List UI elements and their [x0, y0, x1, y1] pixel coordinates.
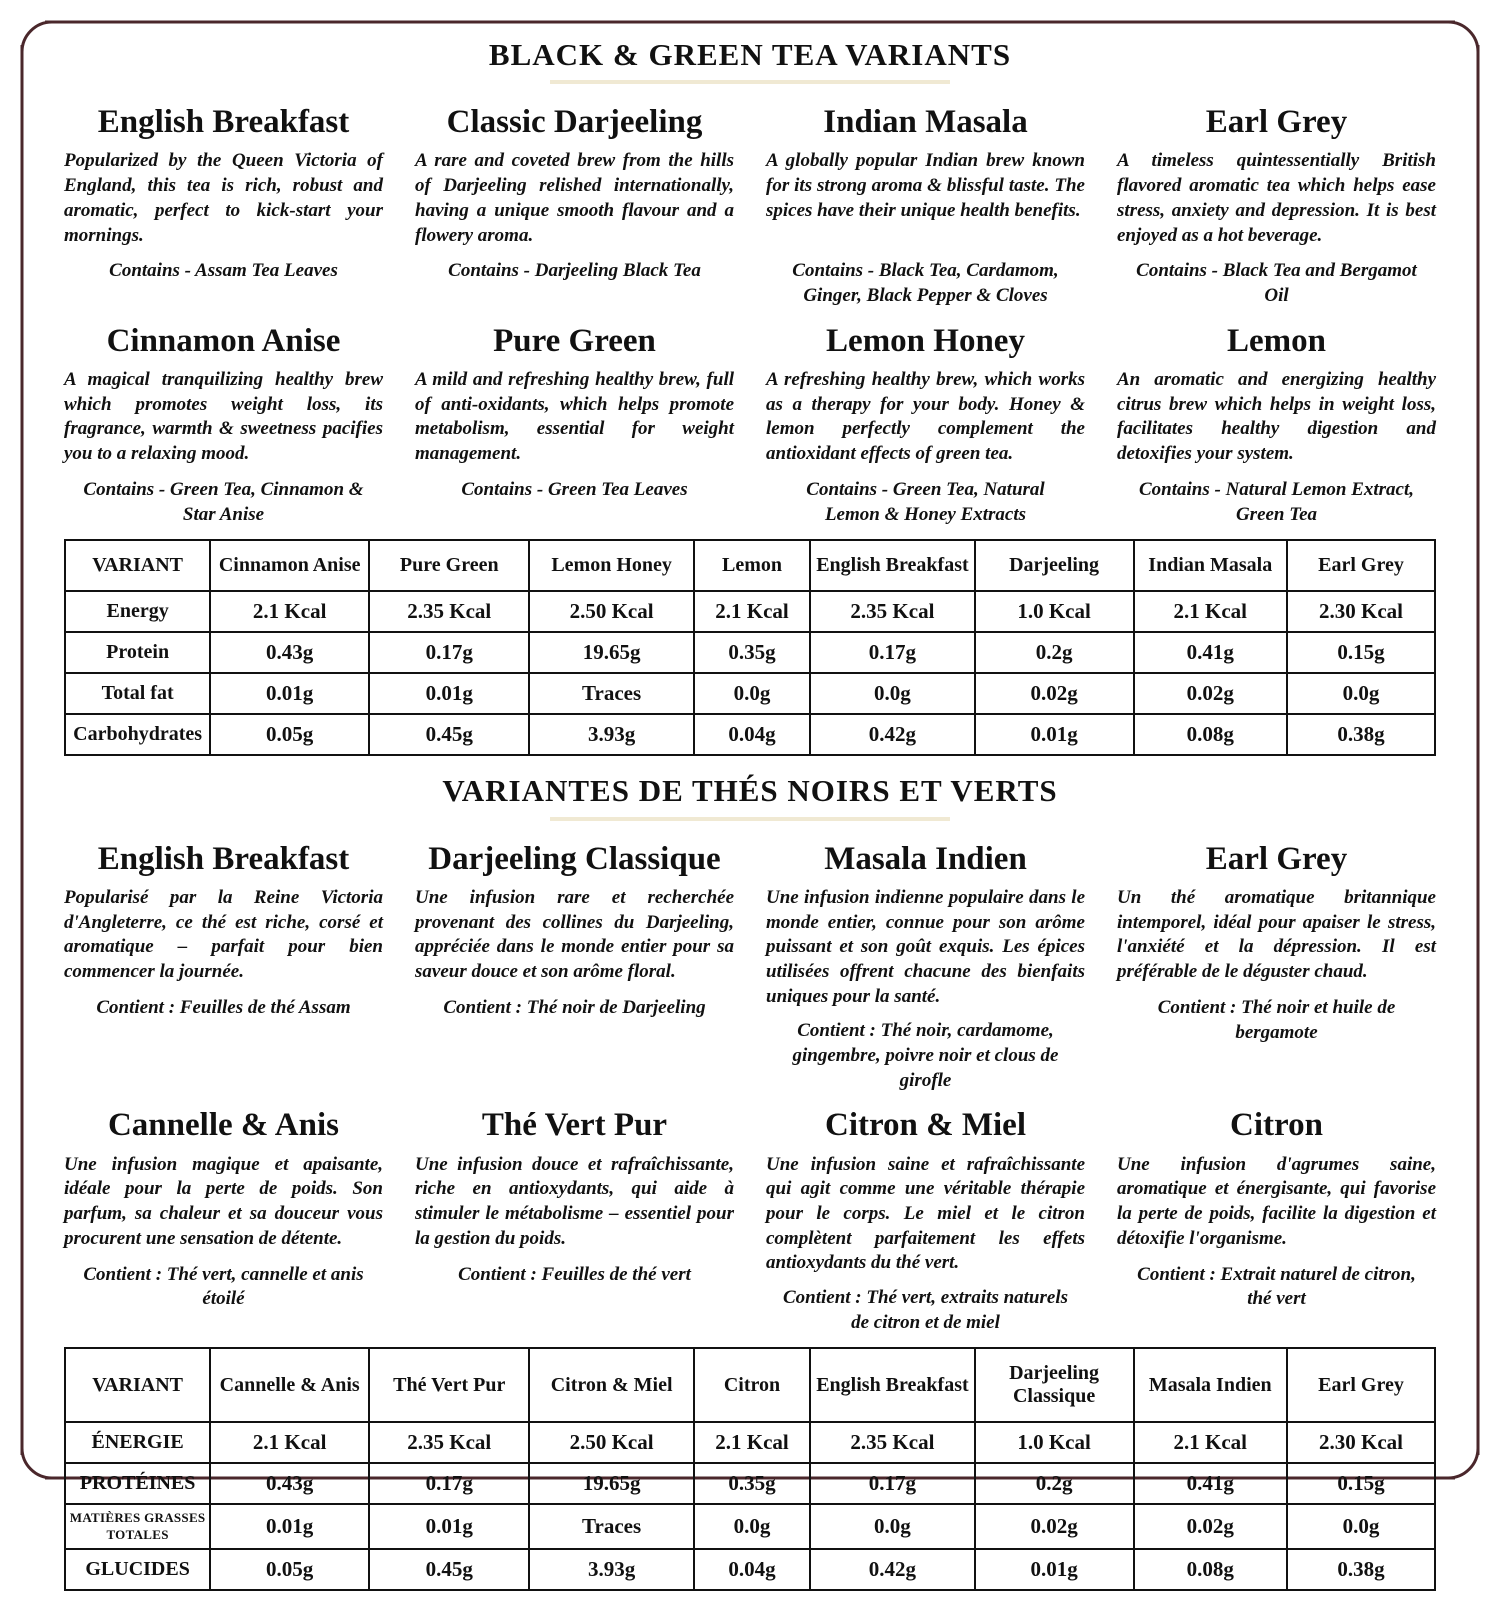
table-header-row: [65, 1348, 1435, 1422]
table-header-cell: Cinnamon Anise: [210, 540, 369, 591]
table-cell: 0.01g: [975, 714, 1134, 755]
tea-row-french-1: [64, 839, 1436, 1094]
table-header-cell: Lemon: [694, 540, 810, 591]
tea-contains: Contains - Black Tea and Bergamot Oil: [1136, 260, 1417, 307]
table-cell: 2.30 Kcal: [1287, 1422, 1435, 1463]
table-cell: 2.30 Kcal: [1287, 591, 1435, 632]
tea-description: A refreshing healthy brew, which works as a therapy for your body. Honey & lemon perfectly complement the antioxidant effects of green tea.: [766, 369, 1085, 465]
tea-description: Une infusion douce et rafraîchissante, riche en antioxydants, qui aide à stimuler le métabolisme – essentiel pour la gestion du poids.: [415, 1153, 734, 1249]
table-cell: 0.01g: [210, 1504, 369, 1549]
table-cell: 0.45g: [369, 1549, 529, 1590]
section-english: [64, 36, 1436, 756]
row-label: Carbohydrates: [65, 714, 210, 755]
table-cell: 0.08g: [1134, 714, 1287, 755]
tea-name: Earl Grey: [1205, 104, 1348, 141]
table-cell: 0.01g: [975, 1549, 1134, 1590]
table-cell: 2.1 Kcal: [694, 1422, 810, 1463]
label-content: [64, 28, 1436, 1603]
table-cell: 0.17g: [369, 632, 529, 673]
tea-contains: Contains - Natural Lemon Extract, Green Tea: [1138, 479, 1415, 525]
table-cell: 0.05g: [210, 1549, 369, 1590]
table-row-energy: [65, 591, 1435, 632]
table-cell: 2.35 Kcal: [369, 1422, 529, 1463]
table-cell: 0.01g: [369, 673, 529, 714]
tea-contains: Contient : Thé noir et huile de bergamote: [1157, 996, 1396, 1043]
table-cell: 1.0 Kcal: [975, 1422, 1134, 1463]
tea-block-indian-masala: [766, 102, 1085, 309]
tea-block-citron: [1117, 1105, 1436, 1335]
title-underline: [550, 817, 950, 821]
section-french: [64, 772, 1436, 1591]
table-cell: Traces: [529, 673, 693, 714]
table-cell: 0.41g: [1134, 1463, 1287, 1504]
row-label: PROTÉINES: [65, 1463, 210, 1504]
table-cell: 0.2g: [975, 1463, 1134, 1504]
table-cell: 0.38g: [1287, 714, 1435, 755]
tea-name: Pure Green: [493, 322, 656, 359]
table-cell: 1.0 Kcal: [975, 591, 1134, 632]
tea-block-english-breakfast-fr: [64, 839, 383, 1094]
tea-contains: Contient : Thé vert, extraits naturels de citron et de miel: [782, 1287, 1069, 1333]
table-cell: 0.15g: [1287, 632, 1435, 673]
table-header-cell: Citron & Miel: [529, 1348, 693, 1422]
table-header-cell: Masala Indien: [1134, 1348, 1287, 1422]
table-cell: 3.93g: [529, 714, 693, 755]
tea-description: A globally popular Indian brew known for its strong aroma & blissful taste. The spices have their unique health benefits.: [766, 150, 1085, 221]
tea-name: English Breakfast: [97, 840, 350, 877]
tea-description: A mild and refreshing healthy brew, full of anti-oxidants, which helps promote metabolism, essential for weight management.: [415, 369, 734, 465]
tea-name: Cannelle & Anis: [107, 1107, 340, 1144]
tea-contains: Contains - Assam Tea Leaves: [109, 260, 338, 282]
table-header-cell: Earl Grey: [1287, 1348, 1435, 1422]
tea-block-lemon-honey: [766, 321, 1085, 528]
table-cell: 2.1 Kcal: [1134, 591, 1287, 632]
row-label: Energy: [65, 591, 210, 632]
tea-name: Lemon Honey: [826, 322, 1025, 359]
title-underline: [550, 80, 950, 84]
tea-block-classic-darjeeling: [415, 102, 734, 309]
tea-name: Darjeeling Classique: [428, 840, 721, 877]
table-cell: 2.35 Kcal: [810, 591, 974, 632]
tea-contains: Contains - Darjeeling Black Tea: [448, 260, 701, 282]
tea-contains: Contient : Feuilles de thé vert: [458, 1263, 691, 1285]
table-header-row: [65, 540, 1435, 591]
table-cell: 0.43g: [210, 1463, 369, 1504]
table-row-energie: [65, 1422, 1435, 1463]
table-cell: 0.2g: [975, 632, 1134, 673]
table-cell: 0.15g: [1287, 1463, 1435, 1504]
table-row-carbohydrates: [65, 714, 1435, 755]
tea-block-earl-grey-fr: [1117, 839, 1436, 1094]
tea-description: Popularisé par la Reine Victoria d'Angleterre, ce thé est riche, corsé et aromatique – parfait pour bien commencer la journée.: [64, 886, 383, 982]
table-header-cell: Indian Masala: [1134, 540, 1287, 591]
table-header-cell: Thé Vert Pur: [369, 1348, 529, 1422]
tea-description: Une infusion saine et rafraîchissante qui agit comme une véritable thérapie pour le corps. Le miel et le citron complètent parfaitement les effets antioxydants du thé vert.: [766, 1153, 1085, 1274]
row-label: Protein: [65, 632, 210, 673]
table-cell: 0.02g: [975, 1504, 1134, 1549]
tea-description: Une infusion magique et apaisante, idéale pour la perte de poids. Son parfum, sa chaleur et sa douceur vous procurent une sensation de détente.: [64, 1153, 383, 1249]
nutrition-table-english: [64, 539, 1436, 756]
nutrition-table-french: [64, 1347, 1436, 1591]
table-cell: 0.04g: [694, 714, 810, 755]
tea-block-the-vert-pur: [415, 1105, 734, 1335]
tea-contains: Contient : Extrait naturel de citron, thé vert: [1137, 1263, 1416, 1310]
tea-block-darjeeling-classique: [415, 839, 734, 1094]
table-cell: 0.05g: [210, 714, 369, 755]
tea-name: Masala Indien: [824, 840, 1027, 877]
row-label: MATIÈRES GRASSES TOTALES: [65, 1504, 210, 1549]
tea-name: Lemon: [1227, 322, 1326, 359]
table-cell: 0.35g: [694, 1463, 810, 1504]
table-cell: 0.0g: [810, 1504, 974, 1549]
table-cell: 0.17g: [810, 632, 974, 673]
tea-name: Citron: [1230, 1107, 1323, 1144]
tea-block-lemon: [1117, 321, 1436, 528]
table-header-cell: Darjeeling Classique: [975, 1348, 1134, 1422]
tea-row-english-2: [64, 321, 1436, 528]
tea-block-masala-indien: [766, 839, 1085, 1094]
row-label: Total fat: [65, 673, 210, 714]
tea-row-english-1: [64, 102, 1436, 309]
tea-contains: Contient : Thé vert, cannelle et anis étoilé: [83, 1263, 364, 1310]
tea-contains: Contains - Green Tea, Natural Lemon & Honey Extracts: [806, 479, 1045, 525]
table-header-cell: Darjeeling: [975, 540, 1134, 591]
table-cell: 0.01g: [210, 673, 369, 714]
table-cell: Traces: [529, 1504, 693, 1549]
tea-description: Une infusion indienne populaire dans le monde entier, connue pour son arôme puissant et son goût exquis. Les épices utilisées offrent chacune des bienfaits uniques pour la santé.: [766, 886, 1085, 1007]
table-cell: 0.04g: [694, 1549, 810, 1590]
table-header-cell: Citron: [694, 1348, 810, 1422]
table-cell: 0.45g: [369, 714, 529, 755]
tea-name: Citron & Miel: [824, 1107, 1026, 1144]
tea-name: Classic Darjeeling: [446, 104, 703, 141]
tea-name: Earl Grey: [1205, 840, 1348, 877]
table-cell: 0.42g: [810, 714, 974, 755]
table-cell: 0.02g: [1134, 1504, 1287, 1549]
tea-name: Indian Masala: [823, 104, 1028, 141]
tea-row-french-2: [64, 1105, 1436, 1335]
table-cell: 19.65g: [529, 1463, 693, 1504]
table-header-cell: English Breakfast: [810, 540, 974, 591]
table-cell: 0.43g: [210, 632, 369, 673]
tea-name: Thé Vert Pur: [481, 1107, 668, 1144]
table-cell: 0.01g: [369, 1504, 529, 1549]
table-cell: 3.93g: [529, 1549, 693, 1590]
table-cell: 0.02g: [1134, 673, 1287, 714]
table-cell: 0.0g: [1287, 673, 1435, 714]
tea-description: Une infusion rare et recherchée provenant des collines du Darjeeling, appréciée dans le monde entier pour sa saveur douce et son arôme floral.: [415, 886, 734, 982]
table-cell: 0.42g: [810, 1549, 974, 1590]
tea-block-citron-miel: [766, 1105, 1085, 1335]
tea-contains: Contains - Green Tea, Cinnamon & Star Anise: [83, 479, 364, 525]
table-row-matieres-grasses: [65, 1504, 1435, 1549]
table-cell: 0.02g: [975, 673, 1134, 714]
table-cell: 2.35 Kcal: [369, 591, 529, 632]
tea-name: English Breakfast: [97, 104, 350, 141]
table-cell: 2.1 Kcal: [1134, 1422, 1287, 1463]
table-row-protein: [65, 632, 1435, 673]
table-cell: 2.50 Kcal: [529, 1422, 693, 1463]
table-cell: 2.50 Kcal: [529, 591, 693, 632]
table-header-cell: English Breakfast: [810, 1348, 974, 1422]
table-row-proteines: [65, 1463, 1435, 1504]
table-cell: 0.0g: [694, 673, 810, 714]
table-cell: 0.0g: [810, 673, 974, 714]
tea-block-cinnamon-anise: [64, 321, 383, 528]
table-header-cell: Earl Grey: [1287, 540, 1435, 591]
tea-description: A timeless quintessentially British flavored aromatic tea which helps ease stress, anxiety and depression. It is best enjoyed as a hot beverage.: [1117, 150, 1436, 246]
tea-block-earl-grey: [1117, 102, 1436, 309]
table-cell: 2.1 Kcal: [210, 591, 369, 632]
table-cell: 0.17g: [810, 1463, 974, 1504]
table-cell: 0.35g: [694, 632, 810, 673]
section-title-french: VARIANTES DE THÉS NOIRS ET VERTS: [442, 773, 1058, 809]
table-header-cell: Lemon Honey: [529, 540, 693, 591]
table-cell: 0.38g: [1287, 1549, 1435, 1590]
tea-block-english-breakfast: [64, 102, 383, 309]
table-cell: 2.1 Kcal: [694, 591, 810, 632]
tea-description: Un thé aromatique britannique intemporel, idéal pour apaiser le stress, l'anxiété et la dépression. Il est préférable de le déguster chaud.: [1117, 886, 1436, 982]
section-title-english: BLACK & GREEN TEA VARIANTS: [488, 37, 1012, 72]
table-cell: 19.65g: [529, 632, 693, 673]
table-header-cell: Cannelle & Anis: [210, 1348, 369, 1422]
table-cell: 2.1 Kcal: [210, 1422, 369, 1463]
tea-description: A rare and coveted brew from the hills of Darjeeling relished internationally, having a unique smooth flavour and a flowery aroma.: [415, 150, 734, 246]
table-cell: 0.08g: [1134, 1549, 1287, 1590]
table-cell: 0.0g: [694, 1504, 810, 1549]
tea-description: A magical tranquilizing healthy brew which promotes weight loss, its fragrance, warmth & sweetness pacifies you to a relaxing mood.: [64, 369, 383, 465]
table-row-glucides: [65, 1549, 1435, 1590]
row-label: ÉNERGIE: [65, 1422, 210, 1463]
tea-description: Une infusion d'agrumes saine, aromatique et énergisante, qui favorise la perte de poids, facilite la digestion et détoxifie l'organisme.: [1117, 1153, 1436, 1249]
table-header-cell: Pure Green: [369, 540, 529, 591]
tea-block-pure-green: [415, 321, 734, 528]
table-header-cell: VARIANT: [65, 540, 210, 591]
tea-contains: Contient : Thé noir de Darjeeling: [443, 996, 706, 1018]
row-label: GLUCIDES: [65, 1549, 210, 1590]
table-row-total-fat: [65, 673, 1435, 714]
tea-name: Cinnamon Anise: [106, 322, 341, 359]
tea-block-cannelle-anis: [64, 1105, 383, 1335]
table-cell: 0.0g: [1287, 1504, 1435, 1549]
table-header-cell: VARIANT: [65, 1348, 210, 1422]
tea-contains: Contient : Thé noir, cardamome, gingembre, poivre noir et clous de girofle: [792, 1020, 1059, 1091]
tea-description: An aromatic and energizing healthy citrus brew which helps in weight loss, facilitates healthy digestion and detoxifies your system.: [1117, 369, 1436, 465]
tea-contains: Contient : Feuilles de thé Assam: [96, 996, 351, 1018]
tea-description: Popularized by the Queen Victoria of England, this tea is rich, robust and aromatic, perfect to kick-start your mornings.: [64, 150, 383, 246]
table-cell: 0.17g: [369, 1463, 529, 1504]
table-cell: 2.35 Kcal: [810, 1422, 974, 1463]
tea-contains: Contains - Black Tea, Cardamom, Ginger, Black Pepper & Cloves: [792, 260, 1059, 307]
table-cell: 0.41g: [1134, 632, 1287, 673]
tea-contains: Contains - Green Tea Leaves: [461, 479, 688, 501]
